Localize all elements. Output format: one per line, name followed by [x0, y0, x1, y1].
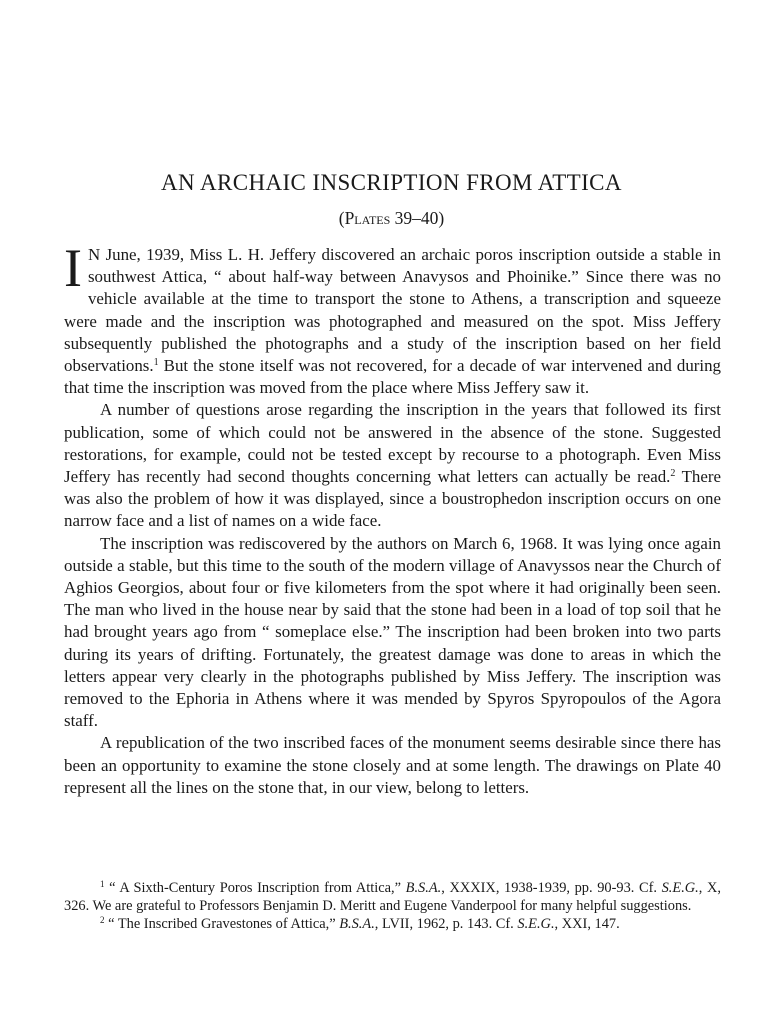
- footnote-1-text-c: , XXXIX, 1938-1939, pp. 90-93. Cf.: [441, 880, 662, 896]
- footnote-1-text-e: , X, 326. We are grateful to Professors Benjamin D. Meritt and Eugene Vanderpool for many helpful suggestions.: [64, 880, 721, 914]
- paragraph-1: [64, 238, 721, 399]
- paragraph-2-text-cont: There was also the problem of how it was displayed, since a boustrophedon inscription occurs on one narrow face and a list of names on a wide face.: [64, 467, 721, 531]
- footnote-ref-1[interactable]: 1: [153, 357, 159, 369]
- plates-range: 39–40): [394, 208, 445, 228]
- footnote-2-journal: B.S.A.: [339, 916, 375, 932]
- footnote-2-text-a: “ The Inscribed Gravestones of Attica,”: [108, 916, 340, 932]
- footnote-1-journal: B.S.A.: [405, 880, 442, 896]
- paragraph-1-text: N June, 1939, Miss L. H. Jeffery discovered an archaic poros inscription outside a stable in southwest Attica, “ about half-way between Anavysos and Phoinike.” Since there was no vehicle available at the time to transport the stone to Athens, a transcription and squeeze were made and the inscription was photographed and measured on the spot. Miss Jeffery subsequently published the photographs and a study of the inscription based on her field observations.: [64, 245, 721, 376]
- footnote-1: [64, 879, 721, 915]
- article-title: AN ARCHAIC INSCRIPTION FROM ATTICA: [161, 170, 622, 195]
- plates-reference: [0, 208, 783, 229]
- footnote-marker-2: 2: [100, 915, 105, 925]
- footnotes: [64, 879, 721, 933]
- paragraph-2: [64, 399, 721, 532]
- footnote-1-seg: S.E.G.: [661, 880, 699, 896]
- footnote-1-text-a: “ A Sixth-Century Poros Inscription from Attica,”: [109, 880, 406, 896]
- footnote-ref-2[interactable]: 2: [670, 468, 676, 480]
- paragraph-1-text-cont: But the stone itself was not recovered, for a decade of war intervened and during that time the inscription was moved from the place where Miss Jeffery saw it.: [64, 356, 721, 398]
- footnote-2-text-e: , XXI, 147.: [554, 916, 620, 932]
- footnote-2-seg: S.E.G.: [517, 916, 555, 932]
- paragraph-4: A republication of the two inscribed faces of the monument seems desirable since there has been an opportunity to examine the stone closely and at some length. The drawings on Plate 40 represent all the lines on the stone that, in our view, belong to letters.: [64, 733, 721, 797]
- paragraph-3: The inscription was rediscovered by the authors on March 6, 1968. It was lying once again outside a stable, but this time to the south of the modern village of Anavyssos near the Church of Aghios Georgios, about four or five kilometers from the spot where it had originally been seen. The man who lived in the house near by said that the stone had been in a load of top soil that he had brought years ago from “ someplace else.” The inscription had been broken into two parts during its years of drifting. Fortunately, the greatest damage was done to areas in which the letters appear very clearly in the photographs published by Miss Jeffery. The inscription was removed to the Ephoria in Athens where it was mended by Spyros Spyropoulos of the Agora staff.: [64, 533, 721, 731]
- drop-cap: I: [64, 238, 82, 298]
- footnote-2-text-c: , LVII, 1962, p. 143. Cf.: [374, 916, 518, 932]
- paragraph-2-text: A number of questions arose regarding the inscription in the years that followed its first publication, some of which could not be answered in the absence of the stone. Suggested restorations, for example, could not be tested except by recourse to a photograph. Even Miss Jeffery has recently had second thoughts concerning what letters can actually be read.: [64, 400, 721, 487]
- plates-open: (: [338, 208, 345, 228]
- plates-label: Plates: [344, 208, 391, 228]
- article-body: [64, 238, 721, 799]
- footnote-2: [64, 915, 721, 933]
- footnote-marker-1: 1: [100, 879, 105, 889]
